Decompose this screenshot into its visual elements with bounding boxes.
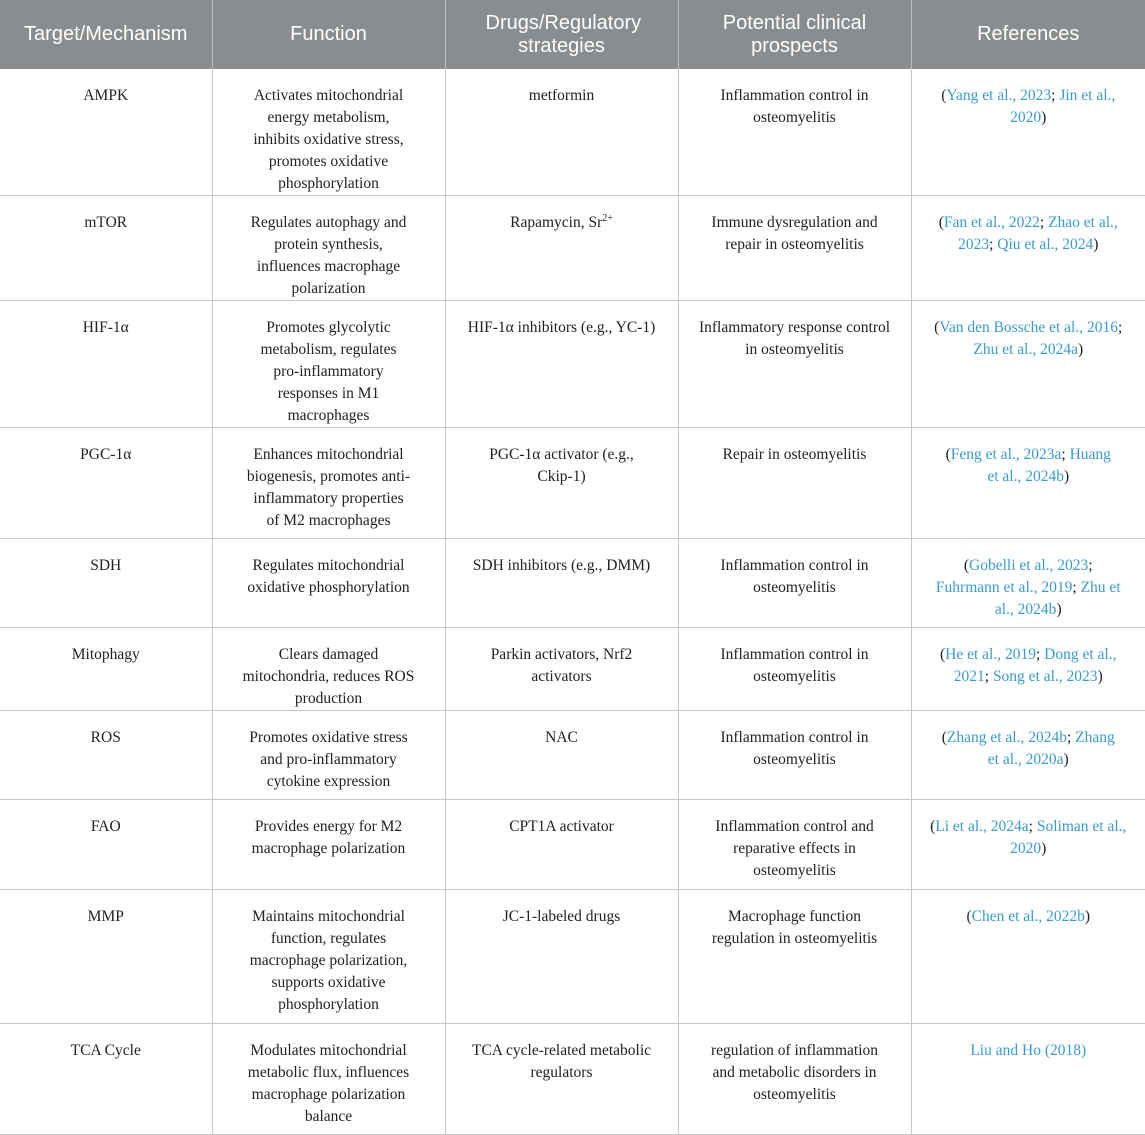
- header-prospects: Potential clinical prospects: [678, 0, 911, 69]
- table-row: [0, 711, 1145, 800]
- cell-function: Regulates autophagy and protein synthesis, influences macrophage polarization: [212, 196, 445, 301]
- table-row: [0, 539, 1145, 628]
- header-drugs: Drugs/Regulatory strategies: [445, 0, 678, 69]
- reference-link[interactable]: Dong et al., 2021: [953, 646, 1117, 685]
- cell-target: PGC-1α: [0, 428, 212, 539]
- table-row: [0, 196, 1145, 301]
- drug-text: CPT1A activator: [509, 818, 614, 835]
- reference-link[interactable]: Zhao et al., 2023: [958, 214, 1118, 253]
- table-body: [0, 69, 1145, 1135]
- cell-drug: [445, 890, 678, 1024]
- cell-function: Activates mitochondrial energy metabolism, inhibits oxidative stress, promotes oxidative phosphorylation: [212, 69, 445, 196]
- cell-target: FAO: [0, 800, 212, 890]
- cell-prospect: Repair in osteomyelitis: [678, 428, 911, 539]
- cell-target: TCA Cycle: [0, 1024, 212, 1135]
- reference-link[interactable]: Zhu et al., 2024a: [973, 341, 1078, 358]
- drug-text: NAC: [545, 729, 578, 746]
- cell-prospect: Macrophage function regulation in osteomyelitis: [678, 890, 911, 1024]
- table-row: [0, 890, 1145, 1024]
- table-header: [0, 0, 1145, 69]
- drug-text: metformin: [528, 87, 595, 104]
- reference-link[interactable]: Huang et al., 2024b: [987, 446, 1111, 485]
- cell-function: Promotes oxidative stress and pro-inflammatory cytokine expression: [212, 711, 445, 800]
- reference-link[interactable]: Feng et al., 2023a: [950, 446, 1062, 463]
- cell-prospect: Inflammatory response control in osteomyelitis: [678, 301, 911, 428]
- drug-text: HIF-1α inhibitors (e.g., YC-1): [467, 319, 656, 336]
- cell-target: AMPK: [0, 69, 212, 196]
- cell-prospect: Inflammation control in osteomyelitis: [678, 711, 911, 800]
- cell-prospect: regulation of inflammation and metabolic disorders in osteomyelitis: [678, 1024, 911, 1135]
- cell-prospect: Inflammation control and reparative effects in osteomyelitis: [678, 800, 911, 890]
- reference-link[interactable]: Song et al., 2023: [992, 668, 1098, 685]
- cell-drug: [445, 196, 678, 301]
- drug-superscript: 2+: [602, 212, 613, 224]
- reference-link[interactable]: Qiu et al., 2024: [997, 236, 1094, 253]
- cell-references: (Feng et al., 2023a; Huang et al., 2024b): [911, 428, 1145, 539]
- cell-drug: [445, 539, 678, 628]
- cell-prospect: Inflammation control in osteomyelitis: [678, 628, 911, 711]
- cell-function: Regulates mitochondrial oxidative phosphorylation: [212, 539, 445, 628]
- reference-link[interactable]: Zhu et al., 2024b: [994, 579, 1121, 618]
- drug-text: JC-1-labeled drugs: [502, 908, 621, 925]
- reference-link[interactable]: Gobelli et al., 2023: [969, 557, 1089, 574]
- cell-function: Maintains mitochondrial function, regulates macrophage polarization, supports oxidative phosphorylation: [212, 890, 445, 1024]
- table-row: [0, 301, 1145, 428]
- cell-drug: [445, 800, 678, 890]
- cell-target: MMP: [0, 890, 212, 1024]
- cell-function: Modulates mitochondrial metabolic flux, influences macrophage polarization balance: [212, 1024, 445, 1135]
- drug-text: Rapamycin, Sr: [510, 214, 603, 231]
- cell-references: (Li et al., 2024a; Soliman et al., 2020): [911, 800, 1145, 890]
- cell-prospect: Immune dysregulation and repair in osteomyelitis: [678, 196, 911, 301]
- cell-function: Provides energy for M2 macrophage polarization: [212, 800, 445, 890]
- table-row: [0, 428, 1145, 539]
- cell-drug: [445, 711, 678, 800]
- drug-text: TCA cycle-related metabolic regulators: [471, 1042, 652, 1081]
- reference-link[interactable]: Zhang et al., 2024b: [946, 729, 1067, 746]
- cell-drug: [445, 628, 678, 711]
- drug-text: PGC-1α activator (e.g., Ckip-1): [489, 446, 634, 485]
- header-references: References: [911, 0, 1145, 69]
- reference-link[interactable]: Zhang et al., 2020a: [987, 729, 1115, 768]
- reference-link[interactable]: Fuhrmann et al., 2019: [935, 579, 1073, 596]
- reference-link[interactable]: He et al., 2019: [945, 646, 1036, 663]
- cell-target: HIF-1α: [0, 301, 212, 428]
- drug-text: SDH inhibitors (e.g., DMM): [472, 557, 651, 574]
- cell-drug: [445, 1024, 678, 1135]
- cell-references: (Gobelli et al., 2023; Fuhrmann et al., 2019; Zhu et al., 2024b): [911, 539, 1145, 628]
- cell-references: (He et al., 2019; Dong et al., 2021; Song et al., 2023): [911, 628, 1145, 711]
- cell-target: Mitophagy: [0, 628, 212, 711]
- header-function: Function: [212, 0, 445, 69]
- cell-references: [911, 1024, 1145, 1135]
- cell-target: SDH: [0, 539, 212, 628]
- cell-prospect: Inflammation control in osteomyelitis: [678, 539, 911, 628]
- cell-prospect: Inflammation control in osteomyelitis: [678, 69, 911, 196]
- header-row: [0, 0, 1145, 69]
- reference-link[interactable]: Chen et al., 2022b: [971, 908, 1085, 925]
- cell-drug: [445, 301, 678, 428]
- reference-link[interactable]: Fan et al., 2022: [943, 214, 1040, 231]
- table-row: [0, 800, 1145, 890]
- reference-link[interactable]: Liu and Ho (2018): [970, 1042, 1087, 1059]
- cell-target: mTOR: [0, 196, 212, 301]
- cell-references: (Fan et al., 2022; Zhao et al., 2023; Qiu et al., 2024): [911, 196, 1145, 301]
- table-row: [0, 628, 1145, 711]
- cell-target: ROS: [0, 711, 212, 800]
- cell-function: Enhances mitochondrial biogenesis, promotes anti-inflammatory properties of M2 macrophages: [212, 428, 445, 539]
- reference-link[interactable]: Van den Bossche et al., 2016: [939, 319, 1118, 336]
- header-target: Target/Mechanism: [0, 0, 212, 69]
- cell-function: Promotes glycolytic metabolism, regulates pro-inflammatory responses in M1 macrophages: [212, 301, 445, 428]
- cell-drug: [445, 69, 678, 196]
- cell-references: (Yang et al., 2023; Jin et al., 2020): [911, 69, 1145, 196]
- reference-link[interactable]: Soliman et al., 2020: [1010, 818, 1127, 857]
- table-row: [0, 1024, 1145, 1135]
- table-row: [0, 69, 1145, 196]
- reference-link[interactable]: Li et al., 2024a: [935, 818, 1029, 835]
- cell-drug: [445, 428, 678, 539]
- reference-link[interactable]: Yang et al., 2023: [946, 87, 1052, 104]
- cell-references: (Van den Bossche et al., 2016; Zhu et al., 2024a): [911, 301, 1145, 428]
- cell-references: (Chen et al., 2022b): [911, 890, 1145, 1024]
- cell-function: Clears damaged mitochondria, reduces ROS production: [212, 628, 445, 711]
- drug-text: Parkin activators, Nrf2 activators: [490, 646, 633, 685]
- cell-references: (Zhang et al., 2024b; Zhang et al., 2020a): [911, 711, 1145, 800]
- reference-link[interactable]: Jin et al., 2020: [1010, 87, 1116, 126]
